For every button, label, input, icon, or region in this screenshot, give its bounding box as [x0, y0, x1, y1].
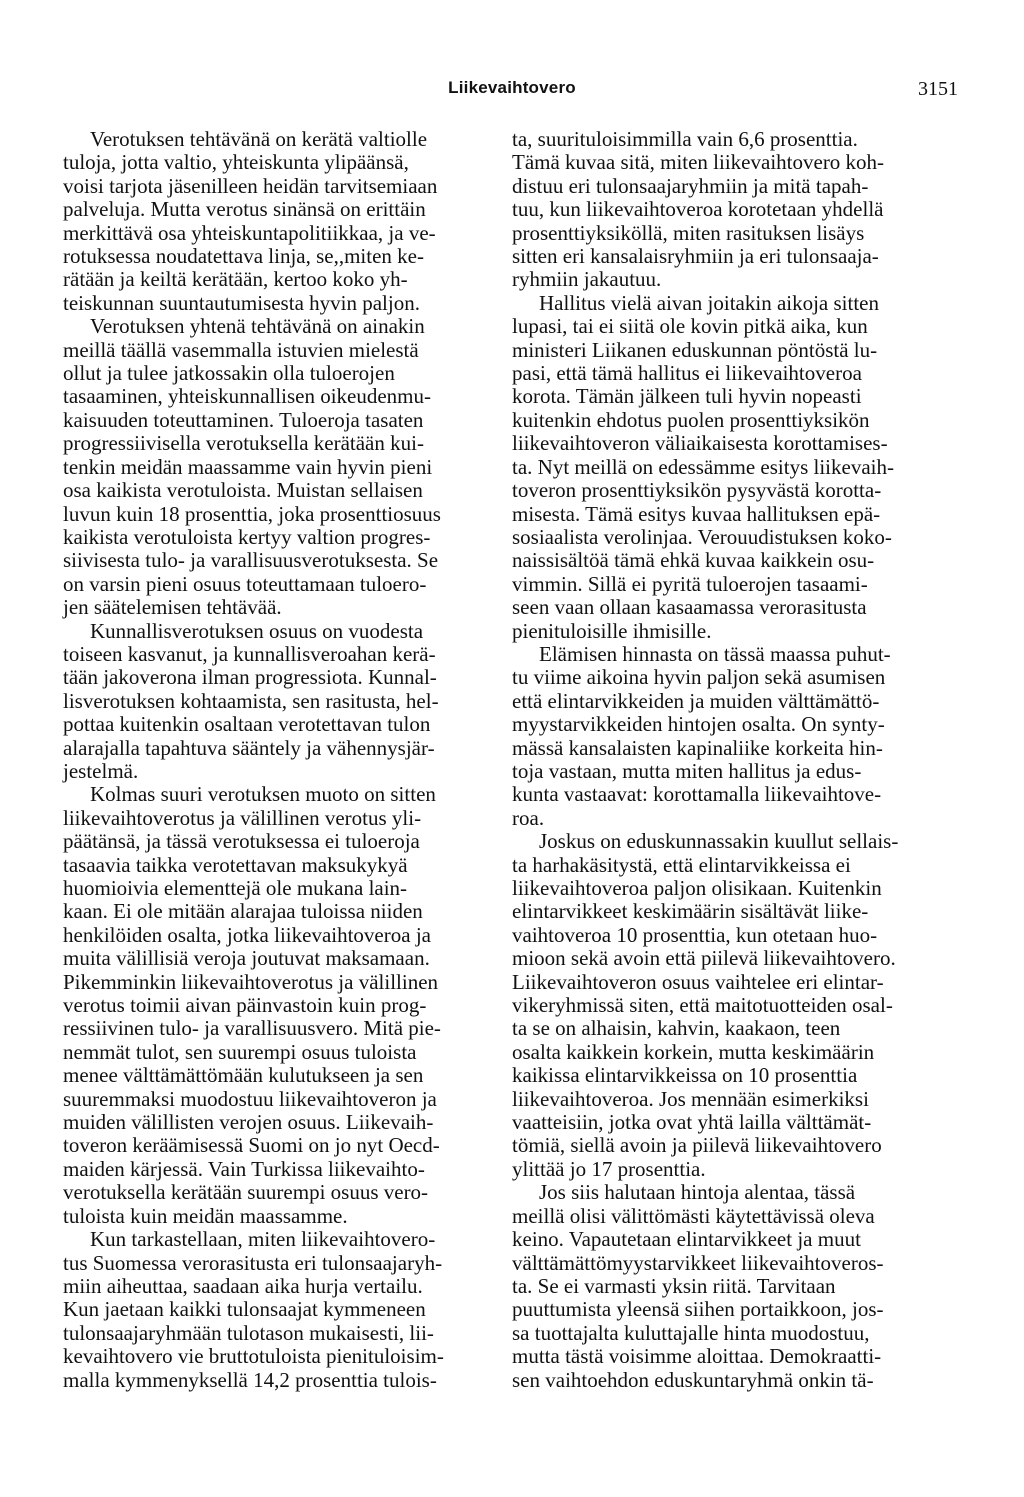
paragraph: Kolmas suuri verotuksen muoto on sitten liikevaihtoverotus ja välillinen verotus yli- päätänsä, ja tässä verotuksessa ei tuloeroja tasaavia taikka verotettavan maksukykyä huomioivia elementtejä ole mukana lain- kaan. Ei ole mitään alarajaa tuloissa niiden henkilöiden osalta, jotka liikevaihtoveroa ja muita välillisiä veroja joutuvat maksamaan. Pikemminkin liikevaihtoverotus ja välillinen verotus toimii aivan päinvastoin kuin prog- ressiivinen tulo- ja varallisuusvero. Mitä pie- nemmät tulot, sen suurempi osuus tuloista menee välttämättömään kulutukseen ja sen suuremmaksi muodostuu liikevaihtoveron ja muiden välillisten verojen osuus. Liikevaih- toveron keräämisessä Suomi on jo nyt Oecd- maiden kärjessä. Vain Turkissa liikevaihto- verotuksella kerätään suurempi osuus vero- tuloista kuin meidän maassamme.: [63, 782, 441, 1228]
paragraph-continued: ta, suurituloisimmilla vain 6,6 prosenttia. Tämä kuvaa sitä, miten liikevaihtovero koh- distuu eri tulonsaajaryhmiin ja mitä tapah- tuu, kun liikevaihtoveroa korotetaan yhdellä prosenttiyksiköllä, miten rasituksen lisäys sitten eri kansalaisryhmiin ja eri tulonsaaja- ryhmiin jakautuu.: [512, 127, 885, 292]
paragraph: Kunnallisverotuksen osuus on vuodesta toiseen kasvanut, ja kunnallisveroahan kerä- tään jakoverona ilman progressiota. Kunnal- lisverotuksen kohtaamista, sen rasitusta, hel- pottaa kuitenkin osaltaan verotettavan tulon alarajalla tapahtuva sääntely ja vähennysjär- jestelmä.: [63, 618, 439, 783]
right-column: [512, 128, 948, 1392]
paragraph: Verotuksen yhtenä tehtävänä on ainakin meillä täällä vasemmalla istuvien mielestä ollut ja tulee jatkossakin olla tuloerojen tasaaminen, yhteiskunnallisen oikeudenmu- kaisuuden toteuttaminen. Tuloeroja tasaten progressiivisella verotuksella kerätään kui- tenkin meidän maassamme vain hyvin pieni osa kaikista verotuloista. Muistan sellaisen luvun kuin 18 prosenttia, joka prosenttiosuus kaikista verotuloista kertyy valtion progres- siivisesta tulo- ja varallisuusverotuksesta. Se on varsin pieni osuus toteuttamaan tuloero- jen säätelemisen tehtävää.: [63, 314, 441, 620]
paragraph: Elämisen hinnasta on tässä maassa puhut- tu viime aikoina hyvin paljon sekä asumisen että elintarvikkeiden ja muiden välttämättö- myystarvikkeiden hintojen osalta. On synty- mässä kansalaisten kapinaliike korkeita hin- toja vastaan, mutta miten hallitus ja edus- kunta vastaavat: korottamalla liikevaihtove- roa.: [512, 641, 891, 830]
paragraph: Jos siis halutaan hintoja alentaa, tässä meillä olisi välittömästi käytettävissä oleva keino. Vapautetaan elintarvikkeet ja muut välttämättömyystarvikkeet liikevaihtoveros- ta. Se ei varmasti yksin riitä. Tarvitaan puuttumista yleensä siihen portaikkoon, jos- sa tuottajalta kuluttajalle hinta muodostuu, mutta tästä voisimme aloittaa. Demokraatti- sen vaihtoehdon eduskuntaryhmä onkin tä-: [512, 1180, 884, 1392]
paragraph: Verotuksen tehtävänä on kerätä valtiolle tuloja, jotta valtio, yhteiskunta ylipäänsä, voisi tarjota jäsenilleen heidän tarvitsemiaan palveluja. Mutta verotus sinänsä on erittäin merkittävä osa yhteiskuntapolitiikkaa, ja ve- rotuksessa noudatettava linja, se,,miten ke- rätään ja keiltä kerätään, kertoo koko yh- teiskunnan suuntautumisesta hyvin paljon.: [63, 127, 438, 315]
paragraph: Hallitus vielä aivan joitakin aikoja sitten lupasi, tai ei siitä ole kovin pitkä aika, kun ministeri Liikanen eduskunnan pöntöstä lu- pasi, että tämä hallitus ei liikevaihtoveroa korota. Tämän jälkeen tuli hyvin nopeasti kuitenkin ehdotus puolen prosenttiyksikön liikevaihtoveron väliaikaisesta korottamises- ta. Nyt meillä on edessämme esitys liikevaih- toveron prosenttiyksikön pysyvästä korotta- misesta. Tämä esitys kuvaa hallituksen epä- sosiaalista verolinjaa. Verouudistuksen koko- naissisältöä tämä ehkä kuvaa kaikkein osu- vimmin. Sillä ei pyritä tuloerojen tasaami- seen vaan ollaan kasaamassa verorasitusta pienituloisille ihmisille.: [512, 290, 894, 643]
paragraph: Kun tarkastellaan, miten liikevaihtovero- tus Suomessa verorasitusta eri tulonsaajaryh- miin aiheuttaa, saadaan aika hurja vertailu. Kun jaetaan kaikki tulonsaajat kymmeneen tulonsaajaryhmään tulotason mukaisesti, lii- kevaihtovero vie bruttotuloista pienituloisim- malla kymmenyksellä 14,2 prosenttia tulois-: [63, 1227, 444, 1392]
running-title: Liikevaihtovero: [448, 78, 576, 97]
left-column: [63, 128, 499, 1392]
running-head: [0, 78, 1024, 104]
page-number: 3151: [918, 78, 958, 100]
paragraph: Joskus on eduskunnassakin kuullut sellais- ta harhakäsitystä, että elintarvikkeissa ei liikevaihtoveroa paljon olisikaan. Kuitenkin elintarvikkeet keskimäärin sisältävät liike- vaihtoveroa 10 prosenttia, kun otetaan huo- mioon sekä avoin että piilevä liikevaihtovero. Liikevaihtoveron osuus vaihtelee eri elintar- vikeryhmissä siten, että maitotuotteiden osal- ta se on alhaisin, kahvin, kaakaon, teen osalta kaikkein korkein, mutta keskimäärin kaikissa elintarvikkeissa on 10 prosenttia liikevaihtoveroa. Jos mennään esimerkiksi vaatteisiin, jotka ovat yhtä lailla välttämät- tömiä, siellä avoin ja piilevä liikevaihtovero ylittää jo 17 prosenttia.: [512, 829, 899, 1181]
